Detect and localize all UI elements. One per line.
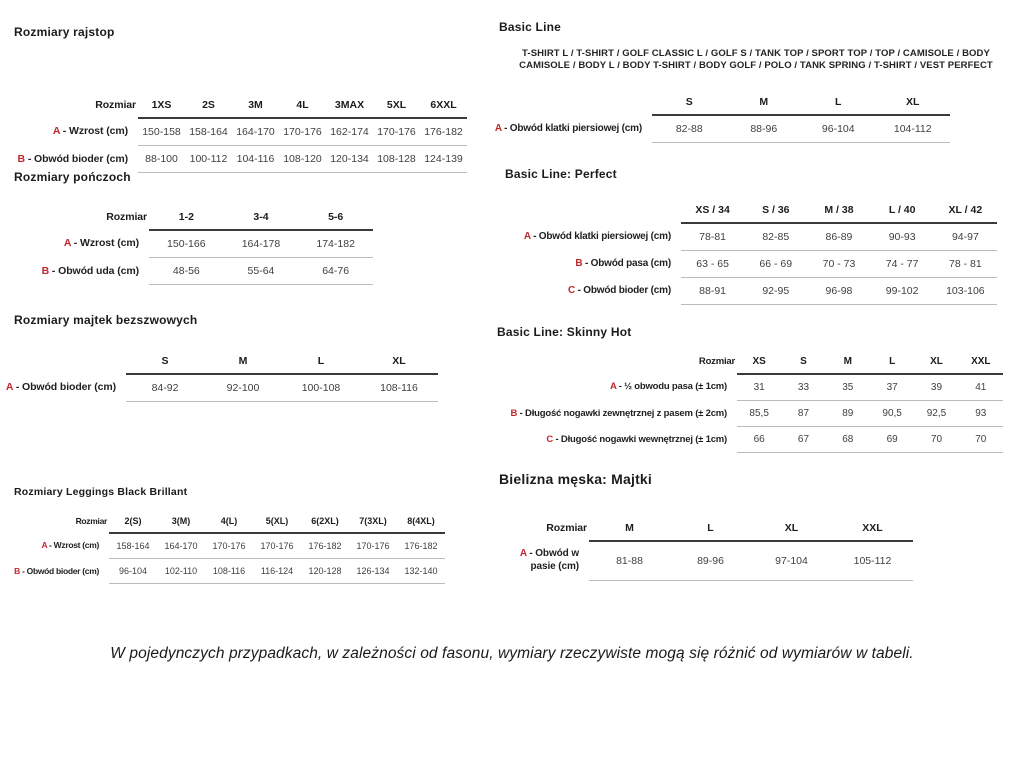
row-label: A - Wzrost (cm) [63,237,139,250]
cell-value: 120-134 [326,146,373,173]
table-header-row [468,92,950,115]
table-row [490,223,997,251]
table-row [490,251,997,278]
cell-value: 74 - 77 [871,251,934,278]
column-header: M [589,518,670,541]
row-label: A - Obwód klatki piersiowej (cm) [523,230,671,242]
cell-value: 78-81 [681,223,744,251]
cell-value: 126-134 [349,559,397,584]
table-header-row [470,352,1003,374]
column-header: L [870,352,914,374]
cell-value: 69 [870,427,914,453]
table-row [490,278,997,305]
cell-value: 164-170 [157,533,205,559]
cell-value: 108-128 [373,146,420,173]
size-table-leggings [0,512,445,584]
measure-letter: C [546,433,554,445]
cell-value: 78 - 81 [934,251,997,278]
column-header: M [826,352,870,374]
cell-value: 84-92 [126,374,204,402]
cell-value: 85,5 [737,401,781,427]
measure-letter: B [17,152,25,165]
size-table-majtki-bezszwowe [0,351,438,402]
column-header: 5XL [373,95,420,118]
table-header-label: Rozmiar [95,99,136,111]
section-title-basic-line-perfect: Basic Line: Perfect [505,167,617,181]
column-header: S [126,351,204,374]
section-title-basic-line: Basic Line [499,20,562,34]
cell-value: 48-56 [149,258,224,285]
section-title-leggings: Rozmiary Leggings Black Brillant [14,486,188,498]
cell-value: 67 [781,427,825,453]
cell-value: 174-182 [298,230,373,258]
cell-value: 104-116 [232,146,279,173]
table-row [470,374,1003,401]
measure-letter: A [494,122,502,134]
column-header: XXL [959,352,1003,374]
table-row [8,118,467,146]
cell-value: 82-85 [744,223,807,251]
cell-value: 68 [826,427,870,453]
cell-value: 66 [737,427,781,453]
table-header-label: Rozmiar [106,211,147,223]
cell-value: 96-104 [109,559,157,584]
size-table-bielizna-meska [505,518,913,581]
column-header: 3M [232,95,279,118]
row-label: A - Wzrost (cm) [52,125,128,138]
cell-value: 70 - 73 [807,251,870,278]
column-header: 1XS [138,95,185,118]
measure-letter: A [519,548,527,560]
cell-value: 150-166 [149,230,224,258]
cell-value: 93 [959,401,1003,427]
column-header: L / 40 [871,200,934,223]
column-header: 5(XL) [253,512,301,533]
column-header: XS / 34 [681,200,744,223]
cell-value: 170-176 [279,118,326,146]
cell-value: 81-88 [589,541,670,580]
cell-value: 70 [914,427,958,453]
size-table-basic-line-perfect [490,200,997,305]
cell-value: 87 [781,401,825,427]
cell-value: 90,5 [870,401,914,427]
table-header-label: Rozmiar [546,522,587,534]
cell-value: 89 [826,401,870,427]
section-title-basic-line-skinny-hot: Basic Line: Skinny Hot [497,325,632,339]
column-header: XL / 42 [934,200,997,223]
cell-value: 170-176 [205,533,253,559]
cell-value: 124-139 [420,146,467,173]
column-header: XL [360,351,438,374]
cell-value: 41 [959,374,1003,401]
column-header: 2S [185,95,232,118]
cell-value: 150-158 [138,118,185,146]
cell-value: 96-104 [801,115,876,143]
cell-value: 97-104 [751,541,832,580]
column-header: XXL [832,518,913,541]
row-label: B - Długość nogawki zewnętrznej z pasem (± 2cm) [510,407,727,419]
column-header: 7(3XL) [349,512,397,533]
table-header-row [8,95,467,118]
cell-value: 82-88 [652,115,727,143]
measure-letter: B [14,565,20,576]
section-title-rajstop: Rozmiary rajstop [14,25,115,39]
cell-value: 70 [959,427,1003,453]
section-title-bielizna-meska: Bielizna męska: Majtki [499,471,653,487]
cell-value: 92,5 [914,401,958,427]
cell-value: 164-178 [224,230,299,258]
cell-value: 158-164 [185,118,232,146]
cell-value: 64-76 [298,258,373,285]
row-label: A - Wzrost (cm) [41,540,99,551]
table-row [8,146,467,173]
measure-letter: A [5,381,13,394]
cell-value: 88-100 [138,146,185,173]
cell-value: 86-89 [807,223,870,251]
cell-value: 116-124 [253,559,301,584]
column-header: 8(4XL) [397,512,445,533]
row-label: C - Obwód bioder (cm) [567,284,671,296]
column-header: L [801,92,876,115]
size-table-ponczochy [14,207,373,285]
cell-value: 100-112 [185,146,232,173]
column-header: 5-6 [298,207,373,230]
section-title-majtki-bezszwowe: Rozmiary majtek bezszwowych [14,313,198,327]
column-header: 4(L) [205,512,253,533]
cell-value: 37 [870,374,914,401]
column-header: S [652,92,727,115]
size-table-basic-line-skinny-hot [470,352,1003,453]
column-header: 6(2XL) [301,512,349,533]
section-title-ponczochy: Rozmiary pończoch [14,170,131,184]
column-header: L [282,351,360,374]
cell-value: 63 - 65 [681,251,744,278]
disclaimer-note: W pojedynczych przypadkach, w zależności od fasonu, wymiary rzeczywiste mogą się różnić od wymiarów w tabeli. [110,645,914,662]
cell-value: 170-176 [349,533,397,559]
measure-letter: A [41,540,47,551]
size-table-rajstop [8,95,467,173]
row-label: B - Obwód bioder (cm) [17,152,128,165]
cell-value: 104-112 [876,115,951,143]
row-label: B - Obwód pasa (cm) [575,257,671,269]
measure-letter: A [609,381,617,393]
cell-value: 89-96 [670,541,751,580]
cell-value: 100-108 [282,374,360,402]
basic-line-product-list: T-SHIRT L / T-SHIRT / GOLF CLASSIC L / GOLF S / TANK TOP / SPORT TOP / TOP / CAMISOLE / BODY CAMISOLE / BODY L / BODY T-SHIRT / BODY GOLF / POLO / TANK SPRING / T-SHIRT / VEST PERFECT [519,48,993,72]
cell-value: 108-116 [360,374,438,402]
cell-value: 132-140 [397,559,445,584]
column-header: M / 38 [807,200,870,223]
cell-value: 108-120 [279,146,326,173]
measure-letter: A [523,230,531,242]
column-header: 3MAX [326,95,373,118]
column-header: M [727,92,802,115]
size-table-basic-line [468,92,950,143]
table-row [14,258,373,285]
table-header-row [14,207,373,230]
cell-value: 102-110 [157,559,205,584]
cell-value: 88-96 [727,115,802,143]
table-header-label: Rozmiar [698,356,735,368]
table-row [470,401,1003,427]
column-header: XL [751,518,832,541]
cell-value: 92-100 [204,374,282,402]
table-header-label [490,200,681,223]
column-header: 1-2 [149,207,224,230]
column-header: 3(M) [157,512,205,533]
measure-letter: A [63,237,71,250]
table-header-row [505,518,913,541]
table-header-row [0,512,445,533]
table-header-label: Rozmiar [75,516,107,527]
cell-value: 176-182 [420,118,467,146]
row-label: B - Obwód uda (cm) [41,264,139,277]
cell-value: 94-97 [934,223,997,251]
cell-value: 170-176 [253,533,301,559]
cell-value: 35 [826,374,870,401]
cell-value: 105-112 [832,541,913,580]
cell-value: 96-98 [807,278,870,305]
row-label: C - Długość nogawki wewnętrznej (± 1cm) [546,433,727,445]
cell-value: 176-182 [397,533,445,559]
column-header: 6XXL [420,95,467,118]
column-header: XL [876,92,951,115]
measure-letter: B [575,257,583,269]
column-header: L [670,518,751,541]
table-row [14,230,373,258]
cell-value: 162-174 [326,118,373,146]
cell-value: 31 [737,374,781,401]
table-row [468,115,950,143]
cell-value: 99-102 [871,278,934,305]
cell-value: 120-128 [301,559,349,584]
cell-value: 39 [914,374,958,401]
column-header: XS [737,352,781,374]
column-header: S / 36 [744,200,807,223]
column-header: XL [914,352,958,374]
table-header-label [0,351,126,374]
cell-value: 164-170 [232,118,279,146]
row-label: A - Obwód klatki piersiowej (cm) [494,122,642,134]
column-header: 3-4 [224,207,299,230]
column-header: 4L [279,95,326,118]
cell-value: 88-91 [681,278,744,305]
cell-value: 66 - 69 [744,251,807,278]
cell-value: 108-116 [205,559,253,584]
measure-letter: A [52,125,60,138]
cell-value: 170-176 [373,118,420,146]
table-row [505,541,913,580]
measure-letter: B [41,264,50,277]
column-header: M [204,351,282,374]
table-header-label [468,92,652,115]
column-header: 2(S) [109,512,157,533]
row-label: A - Obwód bioder (cm) [5,381,116,394]
cell-value: 55-64 [224,258,299,285]
measure-letter: C [567,284,575,296]
cell-value: 103-106 [934,278,997,305]
row-label: A - Obwód w pasie (cm) [519,548,579,572]
table-row [0,533,445,559]
cell-value: 158-164 [109,533,157,559]
row-label: A - ½ obwodu pasa (± 1cm) [609,381,727,393]
measure-letter: B [510,407,518,419]
column-header: S [781,352,825,374]
table-row [0,374,438,402]
table-header-row [490,200,997,223]
table-row [470,427,1003,453]
cell-value: 90-93 [871,223,934,251]
row-label: B - Obwód bioder (cm) [14,565,99,576]
table-row [0,559,445,584]
table-header-row [0,351,438,374]
cell-value: 176-182 [301,533,349,559]
cell-value: 33 [781,374,825,401]
cell-value: 92-95 [744,278,807,305]
